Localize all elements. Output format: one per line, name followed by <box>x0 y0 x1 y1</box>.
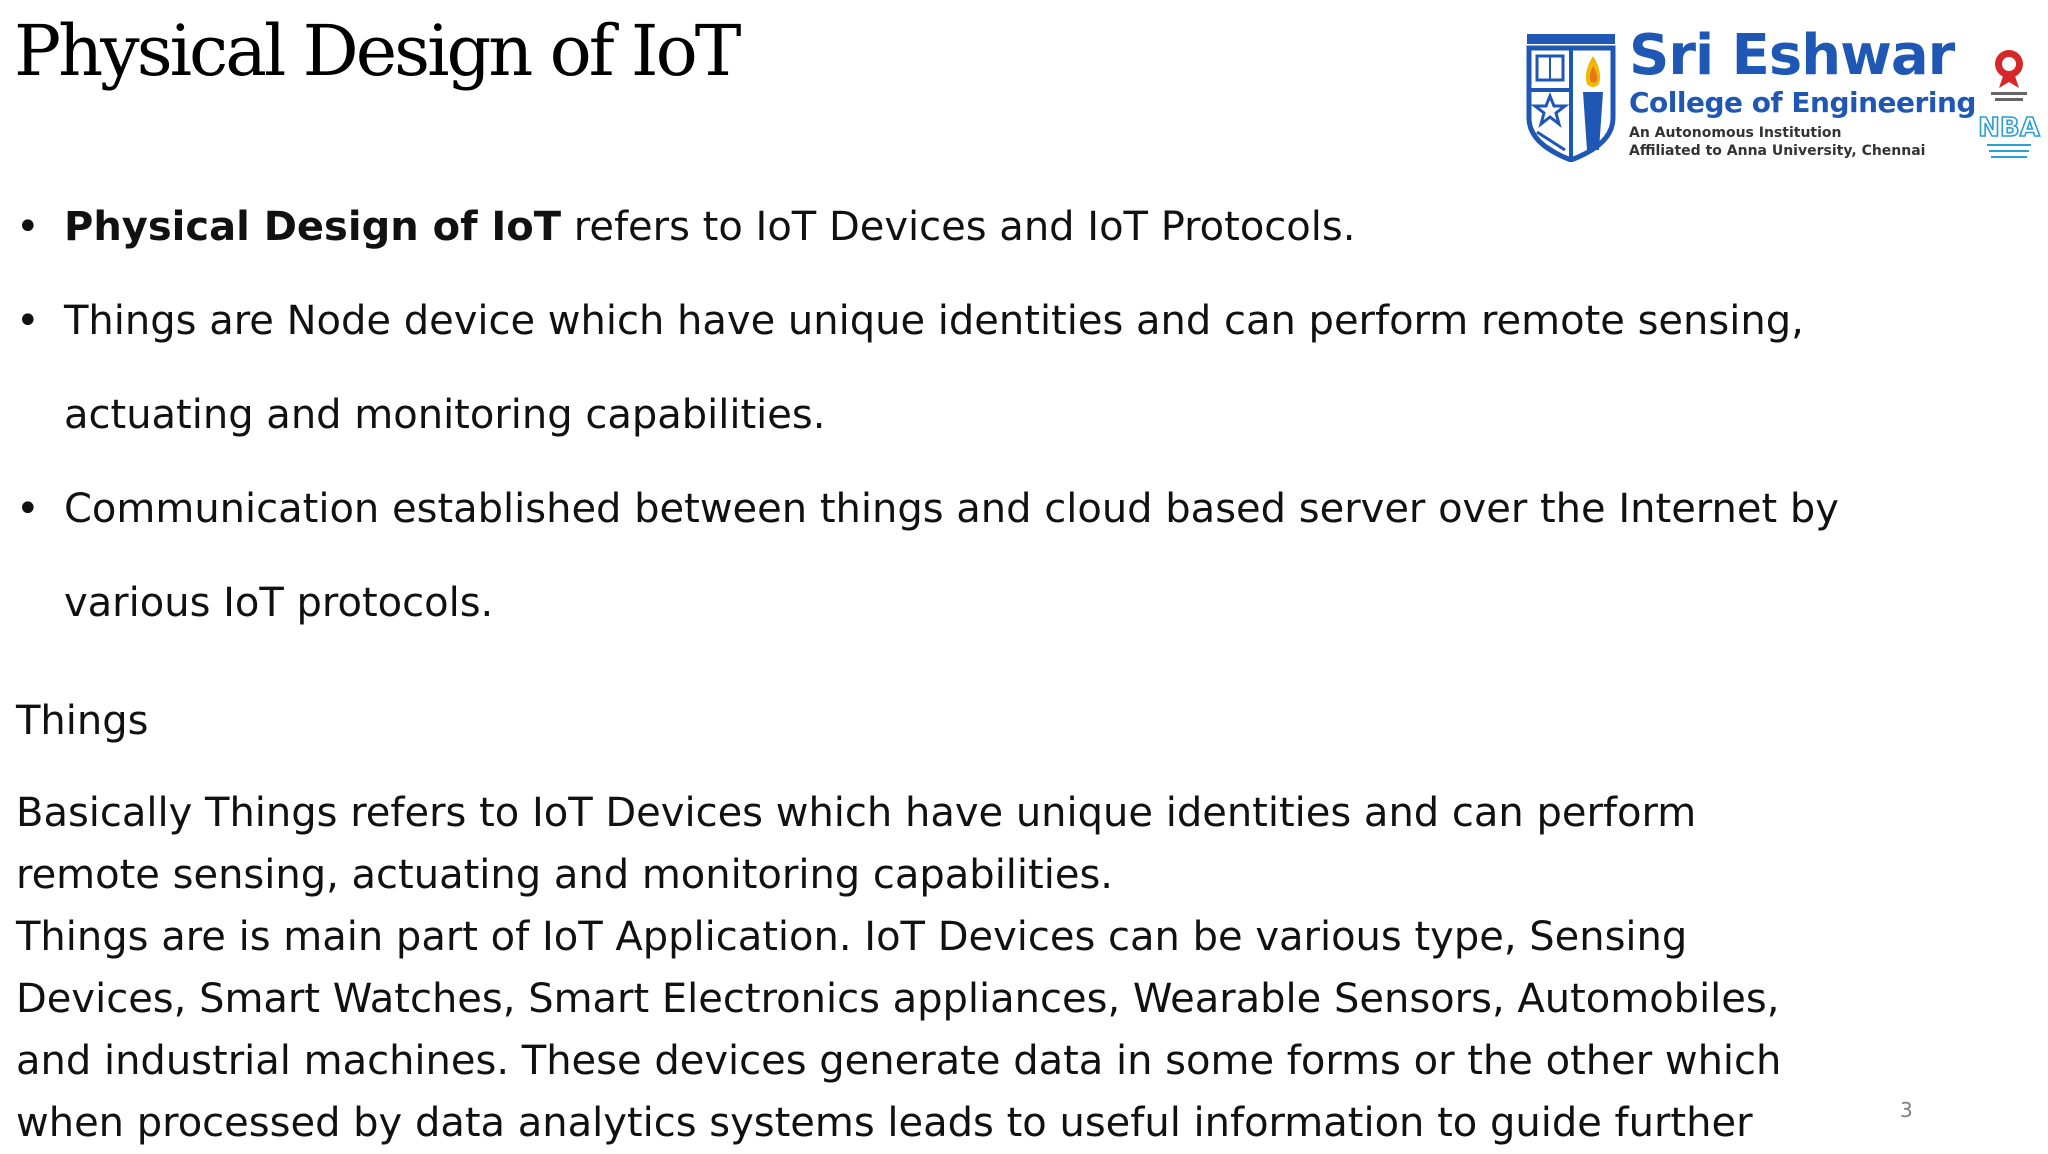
bullet-list <box>0 180 2048 650</box>
college-subtitle: College of Engineering <box>1629 86 1976 119</box>
paragraph-line: remote sensing, actuating and monitoring capabilities. <box>16 852 1113 898</box>
bullet-text: Things are Node device which have unique identities and can perform remote sensing, <box>64 298 1804 344</box>
bullet-item <box>0 180 1964 274</box>
bullet-bold-text: Physical Design of IoT <box>64 204 562 250</box>
nba-logo-icon <box>1978 113 2040 158</box>
naac-seal-icon <box>1991 50 2027 101</box>
page-number: 3 <box>1900 1098 1913 1122</box>
bullet-text-continued: various IoT protocols. <box>64 580 494 626</box>
bullet-text-continued: actuating and monitoring capabilities. <box>64 392 826 438</box>
bullet-dot-icon: • <box>16 486 40 532</box>
bullet-text: refers to IoT Devices and IoT Protocols. <box>561 204 1356 250</box>
bullet-dot-icon: • <box>16 204 40 250</box>
slide-title: Physical Design of IoT <box>14 10 739 92</box>
college-logo <box>1525 23 2045 168</box>
paragraph-line: and industrial machines. These devices generate data in some forms or the other which <box>16 1038 1782 1084</box>
paragraph-line: Devices, Smart Watches, Smart Electronics appliances, Wearable Sensors, Automobiles, <box>16 976 1780 1022</box>
paragraph-line: when processed by data analytics systems leads to useful information to guide further <box>16 1100 1753 1146</box>
college-name: Sri Eshwar <box>1629 23 1955 88</box>
shield-torch-crest-icon <box>1525 32 1617 162</box>
paragraph-line: Basically Things refers to IoT Devices which have unique identities and can perform <box>16 790 1697 836</box>
things-heading: Things <box>16 698 149 744</box>
accreditation-badges <box>1977 42 2041 172</box>
bullet-item <box>0 274 1964 462</box>
paragraph-line: Things are is main part of IoT Application. IoT Devices can be various type, Sensing <box>16 914 1688 960</box>
college-affiliation: Affiliated to Anna University, Chennai <box>1629 143 1926 159</box>
college-status: An Autonomous Institution <box>1629 125 1842 141</box>
things-paragraph <box>16 782 1896 1154</box>
bullet-text: Communication established between things and cloud based server over the Internet by <box>64 486 1839 532</box>
bullet-item <box>0 462 1964 650</box>
nba-badge-text: NBA <box>1978 113 2040 143</box>
bullet-dot-icon: • <box>16 298 40 344</box>
